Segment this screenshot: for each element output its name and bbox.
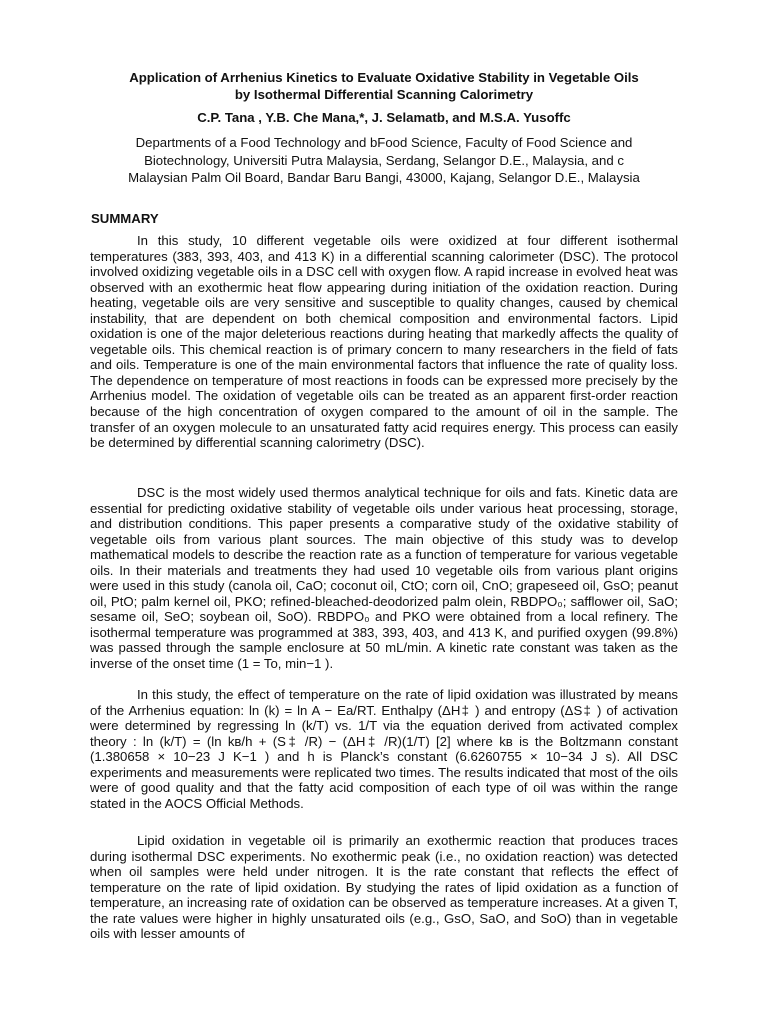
paper-title (60, 70, 708, 103)
summary-heading: SUMMARY (91, 211, 159, 226)
affiliation-line-3: Malaysian Palm Oil Board, Bandar Baru Bangi, 43000, Kajang, Selangor D.E., Malaysia (128, 170, 640, 185)
affiliation-line-2: Biotechnology, Universiti Putra Malaysia, Serdang, Selangor D.E., Malaysia, and c (144, 152, 624, 168)
affiliation-block (60, 134, 708, 187)
summary-paragraph-1: In this study, 10 different vegetable oils were oxidized at four different isothermal temperatures (383, 393, 403, and 413 K) in a differential scanning calorimeter (DSC). The protocol involved oxidizing vegetable oils in a DSC cell with oxygen flow. A rapid increase in evolved heat was observed with an exothermic heat flow appearing during initiation of the oxidation reaction. During heating, vegetable oils are very sensitive and susceptible to quality changes, caused by chemical instability, that are dependent on both chemical composition and environmental factors. Lipid oxidation is one of the major deleterious reactions during heating that markedly affects the quality of vegetable oils. This chemical reaction is of primary concern to many researchers in the field of fats and oils. Temperature is one of the main environmental factors that influence the rate of quality loss. The dependence on temperature of most reactions in foods can be expressed more precisely by the Arrhenius model. The oxidation of vegetable oils can be treated as an apparent first-order reaction because of the high concentration of oxygen compared to the amount of oil in the sample. The transfer of an oxygen molecule to an unsaturated fatty acid requires energy. This process can easily be determined by differential scanning calorimetry (DSC). (90, 233, 678, 451)
summary-paragraph-2: DSC is the most widely used thermos analytical technique for oils and fats. Kinetic data are essential for predicting oxidative stability of vegetable oils under various heat processing, storage, and distribution conditions. This paper presents a comparative study of the oxidative stability of vegetable oils from various plant sources. The main objective of this study was to develop mathematical models to describe the reaction rate as a function of temperature for various vegetable oils. In their materials and treatments they had used 10 vegetable oils from various plant origins were used in this study (canola oil, CaO; coconut oil, CtO; corn oil, CnO; grapeseed oil, GsO; peanut oil, PtO; palm kernel oil, PKO; refined-bleached-deodorized palm olein, RBDPO₀; safflower oil, SaO; sesame oil, SeO; soybean oil, SoO). RBDPO₀ and PKO were obtained from a local refinery. The isothermal temperature was programmed at 383, 393, 403, and 413 K, and purified oxygen (99.8%) was passed through the sample enclosure at 50 mL/min. A kinetic rate constant was taken as the inverse of the onset time (1 = To, min−1 ). (90, 485, 678, 672)
title-line-1: Application of Arrhenius Kinetics to Evaluate Oxidative Stability in Vegetable Oils (129, 70, 639, 85)
title-line-2: by Isothermal Differential Scanning Calorimetry (234, 86, 534, 102)
summary-paragraph-3: In this study, the effect of temperature on the rate of lipid oxidation was illustrated by means of the Arrhenius equation: ln (k) = ln A − Ea/RT. Enthalpy (ΔH‡ ) and entropy (ΔS‡ ) of activation were determined by regressing ln (k/T) vs. 1/T via the equation derived from activated complex theory : ln (k/T) = (ln kʙ/h + (S‡ /R) − (ΔH‡ /R)(1/T) [2] where kʙ is the Boltzmann constant (1.380658 × 10−23 J K−1 ) and h is Planck’s constant (6.6260755 × 10−34 J s). All DSC experiments and measurements were replicated two times. The results indicated that most of the oils were of good quality and that the fatty acid composition of each type of oil was within the range stated in the AOCS Official Methods. (90, 687, 678, 811)
affiliation-line-1: Departments of a Food Technology and bFood Science, Faculty of Food Science and (135, 135, 633, 150)
author-list: C.P. Tana , Y.B. Che Mana,*, J. Selamatb, and M.S.A. Yusoffc (197, 110, 571, 125)
summary-paragraph-4: Lipid oxidation in vegetable oil is primarily an exothermic reaction that produces traces during isothermal DSC experiments. No exothermic peak (i.e., no oxidation reaction) was detected when oil samples were held under nitrogen. It is the rate constant that reflects the effect of temperature on the rate of lipid oxidation. By studying the rates of lipid oxidation as a function of temperature, an increasing rate of oxidation can be observed as temperature increases. At a given T, the rate values were higher in highly unsaturated oils (e.g., GsO, SaO, and SoO) than in vegetable oils with lesser amounts of (90, 833, 678, 942)
